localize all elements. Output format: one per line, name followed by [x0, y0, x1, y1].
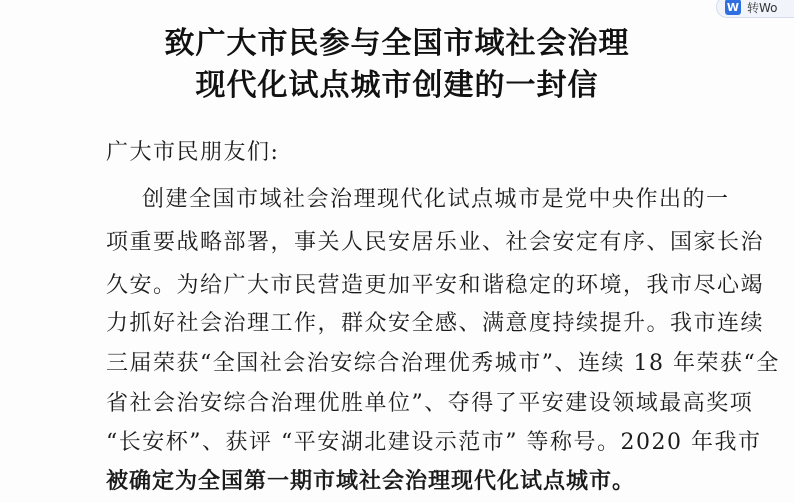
body-line: 力抓好社会治理工作，群众安全感、满意度持续提升。我市连续 [106, 311, 765, 336]
body-line: 被确定为全国第一期市域社会治理现代化试点城市。 [106, 469, 636, 494]
convert-to-word-label: 转Wo [747, 0, 778, 15]
document-title-line-1: 致广大市民参与全国市域社会治理 [164, 26, 630, 61]
body-line: 项重要战略部署，事关人民安居乐业、社会安定有序、国家长治 [106, 230, 765, 255]
word-icon: W [726, 0, 740, 14]
body-line: 三届荣获“全国社会治安综合治理优秀城市”、连续 18 年荣获“全 [106, 351, 780, 376]
convert-to-word-button[interactable] [716, 0, 794, 18]
body-line: 创建全国市域社会治理现代化试点城市是党中央作出的一 [142, 187, 730, 212]
document-title-line-2: 现代化试点城市创建的一封信 [195, 68, 599, 103]
body-line: 久安。为给广大市民营造更加平安和谐稳定的环境，我市尽心竭 [106, 273, 765, 298]
body-line: 省社会治安综合治理优胜单位”、夺得了平安建设领域最高奖项 [106, 391, 754, 416]
greeting: 广大市民朋友们: [106, 140, 280, 165]
body-line: “长安杯”、获评 “平安湖北建设示范市” 等称号。2020 年我市 [106, 430, 762, 455]
